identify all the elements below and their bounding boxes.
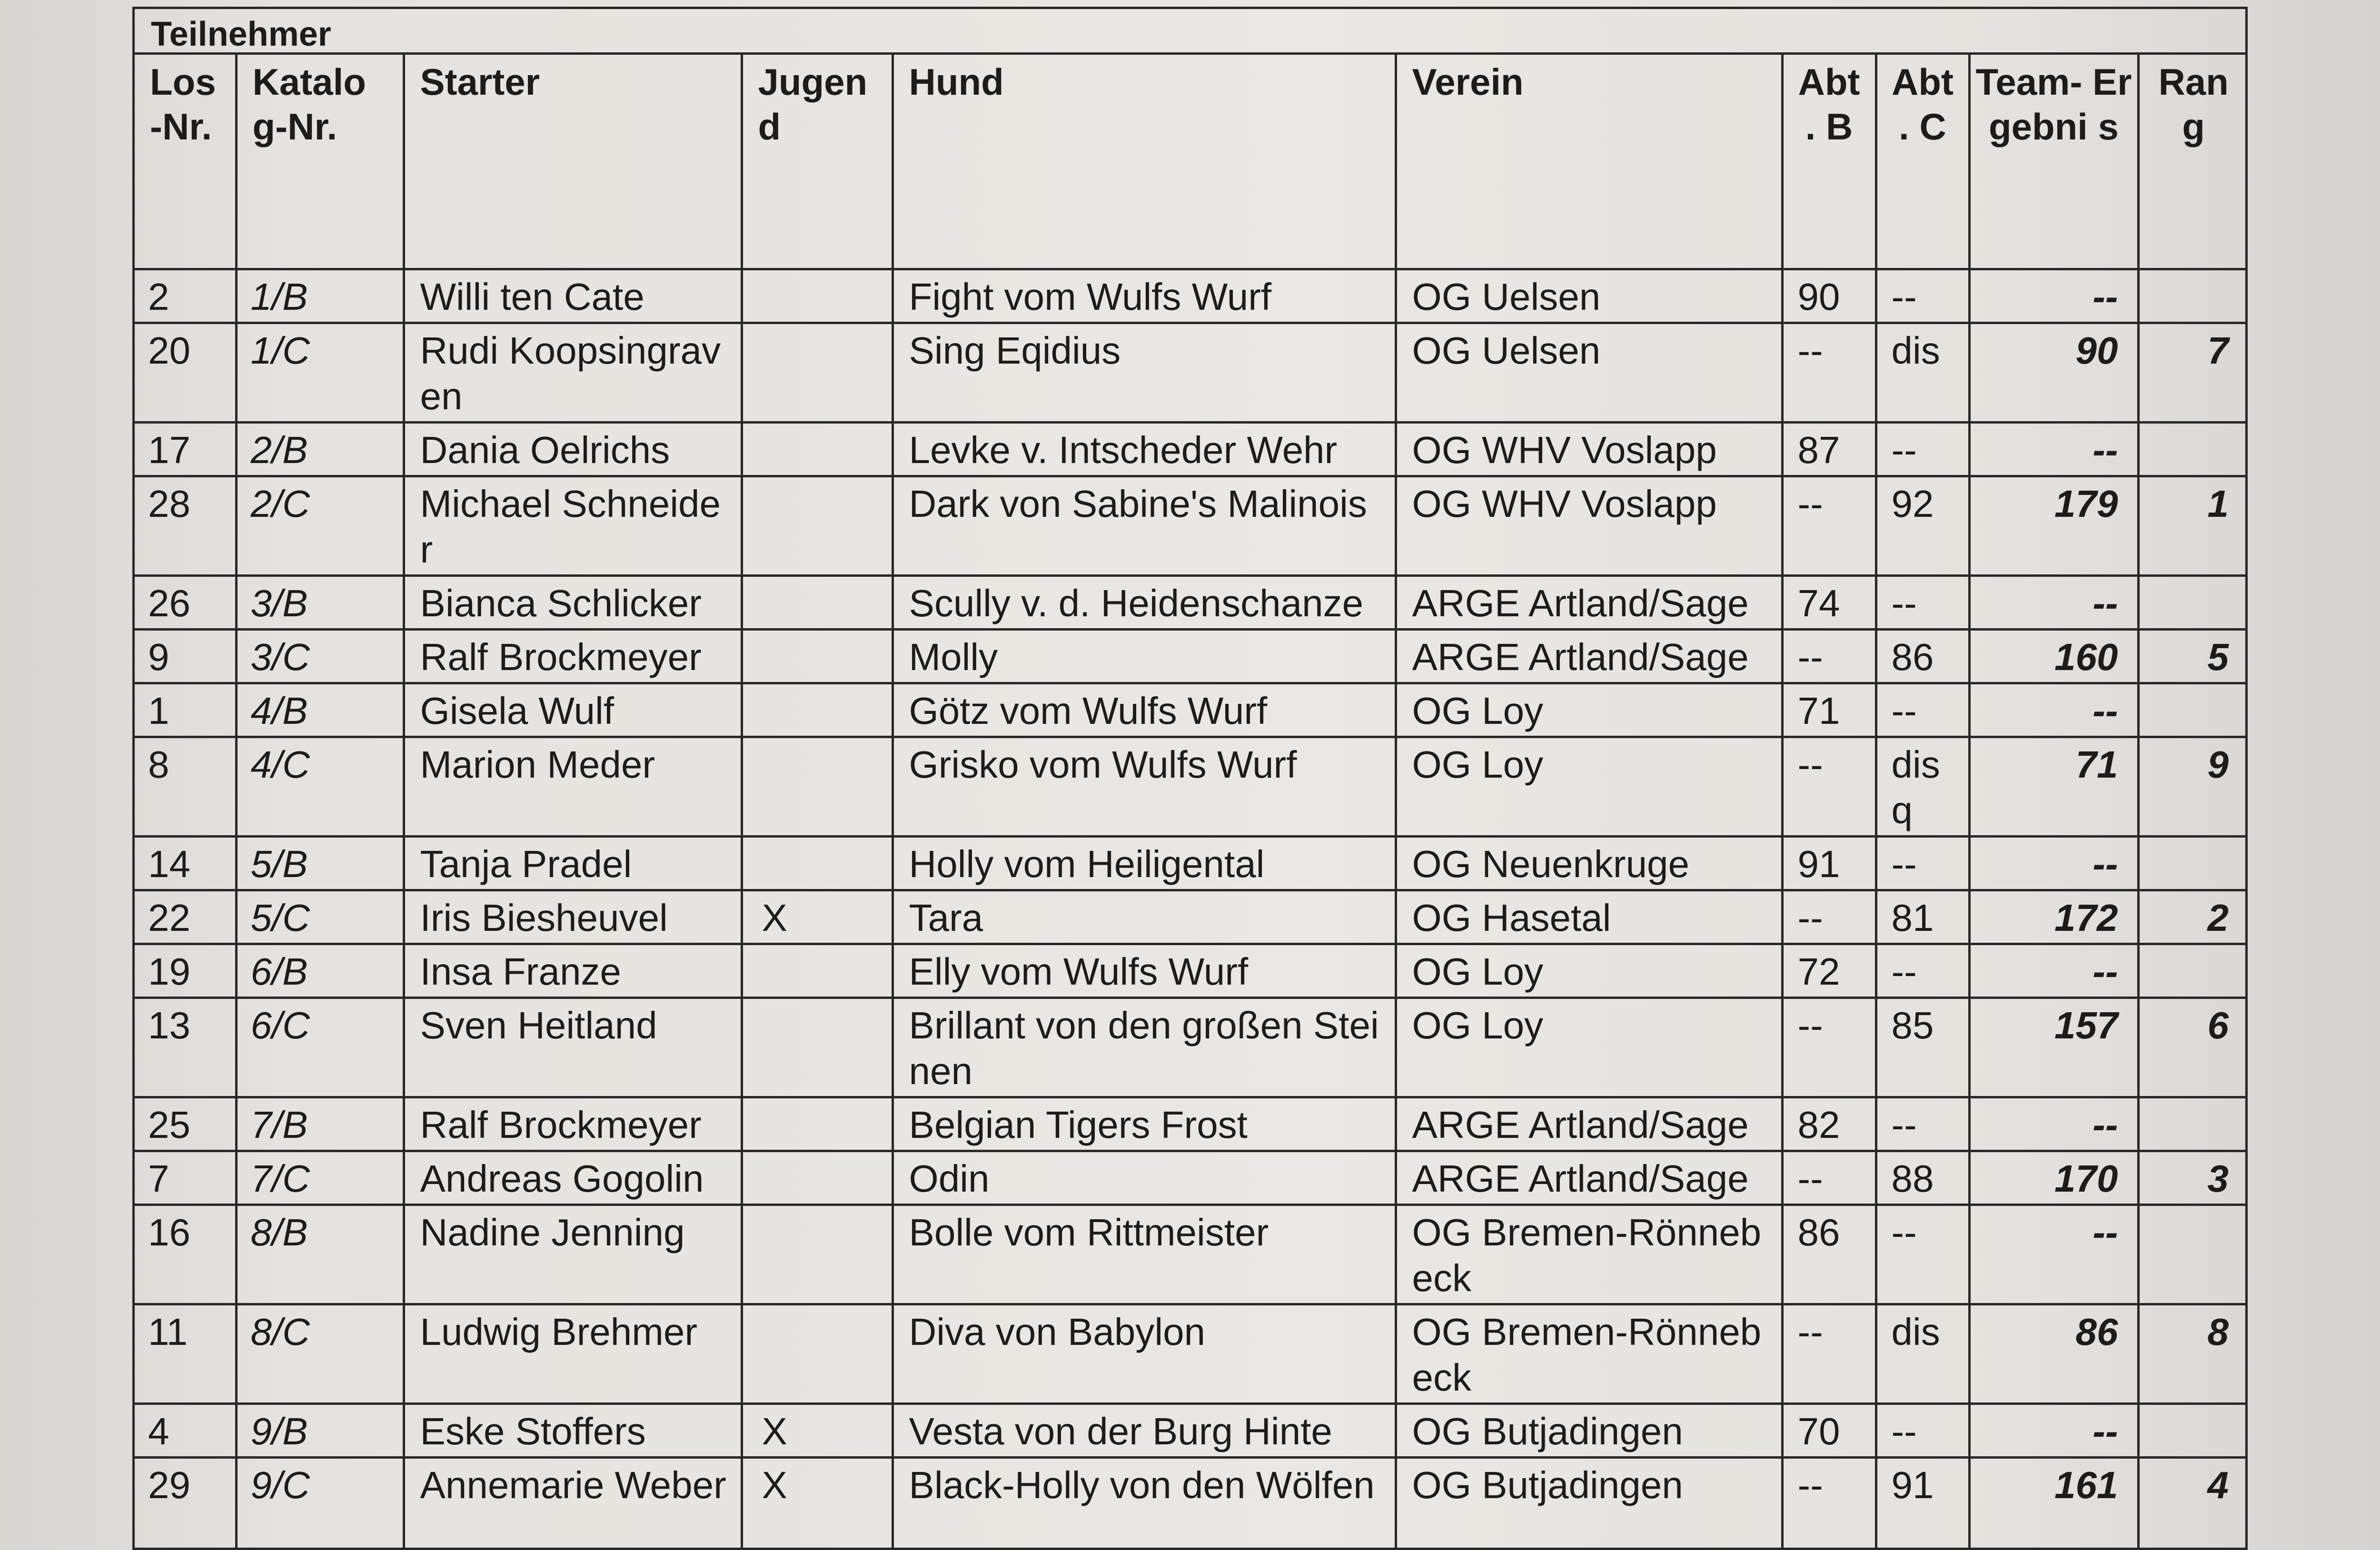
cell-abt-b: 86 xyxy=(1782,1204,1876,1304)
cell-jugend xyxy=(742,836,892,890)
cell-jugend xyxy=(742,737,892,836)
cell-abt-c: -- xyxy=(1876,422,1969,476)
cell-jugend xyxy=(742,629,892,683)
cell-verein: OG WHV Voslapp xyxy=(1396,476,1782,575)
cell-verein: OG Uelsen xyxy=(1396,323,1782,422)
cell-jugend xyxy=(742,1097,892,1151)
cell-abt-c: -- xyxy=(1876,269,1969,323)
cell-jugend xyxy=(742,422,892,476)
cell-los-nr: 17 xyxy=(135,422,236,476)
cell-los-nr: 13 xyxy=(135,997,236,1097)
cell-starter: Bianca Schlicker xyxy=(404,575,742,629)
cell-starter: Tanja Pradel xyxy=(404,836,742,890)
table-row xyxy=(135,737,2248,836)
table-row xyxy=(135,997,2248,1097)
table-row xyxy=(135,269,2248,323)
header-row xyxy=(135,55,2248,269)
cell-rang xyxy=(2138,269,2248,323)
participants-table xyxy=(135,55,2248,1548)
cell-los-nr: 11 xyxy=(135,1304,236,1403)
cell-abt-c: dis q xyxy=(1876,737,1969,836)
table-row xyxy=(135,1204,2248,1304)
cell-rang xyxy=(2138,1403,2248,1457)
cell-abt-c: dis xyxy=(1876,1304,1969,1403)
cell-starter: Andreas Gogolin xyxy=(404,1151,742,1204)
cell-team-ergebnis: 160 xyxy=(1969,629,2138,683)
cell-katalog-nr: 1/B xyxy=(236,269,404,323)
cell-verein: OG Loy xyxy=(1396,683,1782,737)
cell-team-ergebnis: -- xyxy=(1969,1403,2138,1457)
cell-hund: Vesta von der Burg Hinte xyxy=(892,1403,1396,1457)
cell-abt-c: 86 xyxy=(1876,629,1969,683)
cell-abt-b: -- xyxy=(1782,476,1876,575)
cell-katalog-nr: 3/B xyxy=(236,575,404,629)
cell-starter: Ralf Brockmeyer xyxy=(404,629,742,683)
cell-jugend xyxy=(742,269,892,323)
cell-los-nr: 19 xyxy=(135,944,236,997)
cell-abt-b: -- xyxy=(1782,1457,1876,1548)
cell-jugend xyxy=(742,1204,892,1304)
cell-verein: OG Uelsen xyxy=(1396,269,1782,323)
cell-los-nr: 1 xyxy=(135,683,236,737)
cell-abt-c: -- xyxy=(1876,1097,1969,1151)
cell-hund: Sing Eqidius xyxy=(892,323,1396,422)
header-hund: Hund xyxy=(892,55,1396,269)
cell-rang: 6 xyxy=(2138,997,2248,1097)
cell-starter: Eske Stoffers xyxy=(404,1403,742,1457)
header-abt-c: Abt . C xyxy=(1876,55,1969,269)
cell-los-nr: 9 xyxy=(135,629,236,683)
cell-starter: Insa Franze xyxy=(404,944,742,997)
cell-abt-c: -- xyxy=(1876,1403,1969,1457)
cell-verein: OG WHV Voslapp xyxy=(1396,422,1782,476)
cell-katalog-nr: 5/C xyxy=(236,890,404,944)
cell-team-ergebnis: -- xyxy=(1969,944,2138,997)
cell-los-nr: 20 xyxy=(135,323,236,422)
cell-rang: 7 xyxy=(2138,323,2248,422)
cell-hund: Dark von Sabine's Malinois xyxy=(892,476,1396,575)
header-rang: Ran g xyxy=(2138,55,2248,269)
cell-starter: Sven Heitland xyxy=(404,997,742,1097)
header-starter: Starter xyxy=(404,55,742,269)
cell-jugend xyxy=(742,683,892,737)
cell-starter: Dania Oelrichs xyxy=(404,422,742,476)
cell-los-nr: 25 xyxy=(135,1097,236,1151)
cell-jugend: X xyxy=(742,1403,892,1457)
table-row xyxy=(135,1304,2248,1403)
cell-hund: Grisko vom Wulfs Wurf xyxy=(892,737,1396,836)
cell-verein: OG Loy xyxy=(1396,737,1782,836)
table-title: Teilnehmer xyxy=(135,9,2245,55)
cell-hund: Levke v. Intscheder Wehr xyxy=(892,422,1396,476)
cell-team-ergebnis: -- xyxy=(1969,683,2138,737)
cell-jugend: X xyxy=(742,890,892,944)
cell-los-nr: 29 xyxy=(135,1457,236,1548)
cell-abt-b: 70 xyxy=(1782,1403,1876,1457)
cell-katalog-nr: 7/C xyxy=(236,1151,404,1204)
cell-abt-c: -- xyxy=(1876,683,1969,737)
cell-katalog-nr: 5/B xyxy=(236,836,404,890)
cell-hund: Elly vom Wulfs Wurf xyxy=(892,944,1396,997)
cell-los-nr: 14 xyxy=(135,836,236,890)
cell-hund: Scully v. d. Heidenschanze xyxy=(892,575,1396,629)
header-verein: Verein xyxy=(1396,55,1782,269)
table-row xyxy=(135,575,2248,629)
cell-abt-b: -- xyxy=(1782,997,1876,1097)
cell-hund: Holly vom Heiligental xyxy=(892,836,1396,890)
cell-katalog-nr: 2/B xyxy=(236,422,404,476)
cell-starter: Rudi Koopsingraven xyxy=(404,323,742,422)
cell-abt-b: -- xyxy=(1782,1304,1876,1403)
cell-verein: ARGE Artland/Sage xyxy=(1396,629,1782,683)
cell-jugend xyxy=(742,476,892,575)
cell-rang xyxy=(2138,422,2248,476)
cell-katalog-nr: 9/C xyxy=(236,1457,404,1548)
cell-hund: Molly xyxy=(892,629,1396,683)
cell-hund: Brillant von den großen Steinen xyxy=(892,997,1396,1097)
cell-verein: OG Neuenkruge xyxy=(1396,836,1782,890)
cell-abt-b: 87 xyxy=(1782,422,1876,476)
cell-hund: Fight vom Wulfs Wurf xyxy=(892,269,1396,323)
cell-abt-c: 91 xyxy=(1876,1457,1969,1548)
cell-team-ergebnis: -- xyxy=(1969,422,2138,476)
cell-abt-c: 88 xyxy=(1876,1151,1969,1204)
cell-abt-c: -- xyxy=(1876,836,1969,890)
cell-team-ergebnis: 71 xyxy=(1969,737,2138,836)
cell-abt-c: 92 xyxy=(1876,476,1969,575)
header-katalog-nr: Katalo g-Nr. xyxy=(236,55,404,269)
cell-hund: Black-Holly von den Wölfen xyxy=(892,1457,1396,1548)
cell-starter: Annemarie Weber xyxy=(404,1457,742,1548)
cell-verein: OG Loy xyxy=(1396,944,1782,997)
cell-jugend xyxy=(742,323,892,422)
cell-starter: Gisela Wulf xyxy=(404,683,742,737)
cell-verein: ARGE Artland/Sage xyxy=(1396,575,1782,629)
header-los-nr: Los -Nr. xyxy=(135,55,236,269)
cell-verein: OG Butjadingen xyxy=(1396,1457,1782,1548)
cell-starter: Ludwig Brehmer xyxy=(404,1304,742,1403)
cell-rang: 9 xyxy=(2138,737,2248,836)
cell-team-ergebnis: 170 xyxy=(1969,1151,2138,1204)
cell-team-ergebnis: 179 xyxy=(1969,476,2138,575)
cell-abt-b: 72 xyxy=(1782,944,1876,997)
cell-katalog-nr: 6/C xyxy=(236,997,404,1097)
cell-abt-b: -- xyxy=(1782,890,1876,944)
cell-verein: OG Bremen-Rönnebeck xyxy=(1396,1304,1782,1403)
table-row xyxy=(135,683,2248,737)
cell-verein: OG Butjadingen xyxy=(1396,1403,1782,1457)
cell-los-nr: 28 xyxy=(135,476,236,575)
table-row xyxy=(135,1151,2248,1204)
table-row xyxy=(135,944,2248,997)
cell-rang: 1 xyxy=(2138,476,2248,575)
cell-jugend xyxy=(742,1151,892,1204)
cell-abt-c: 85 xyxy=(1876,997,1969,1097)
cell-abt-b: -- xyxy=(1782,737,1876,836)
cell-katalog-nr: 7/B xyxy=(236,1097,404,1151)
cell-rang: 2 xyxy=(2138,890,2248,944)
cell-los-nr: 4 xyxy=(135,1403,236,1457)
cell-rang: 3 xyxy=(2138,1151,2248,1204)
table-row xyxy=(135,1097,2248,1151)
cell-hund: Diva von Babylon xyxy=(892,1304,1396,1403)
cell-jugend xyxy=(742,1304,892,1403)
cell-hund: Belgian Tigers Frost xyxy=(892,1097,1396,1151)
cell-rang xyxy=(2138,944,2248,997)
cell-hund: Tara xyxy=(892,890,1396,944)
cell-verein: OG Loy xyxy=(1396,997,1782,1097)
cell-los-nr: 2 xyxy=(135,269,236,323)
table-row xyxy=(135,476,2248,575)
cell-abt-b: 90 xyxy=(1782,269,1876,323)
cell-starter: Michael Schneider xyxy=(404,476,742,575)
cell-team-ergebnis: 161 xyxy=(1969,1457,2138,1548)
cell-rang xyxy=(2138,836,2248,890)
header-abt-b: Abt . B xyxy=(1782,55,1876,269)
cell-abt-c: -- xyxy=(1876,575,1969,629)
results-table xyxy=(132,7,2248,1550)
cell-team-ergebnis: -- xyxy=(1969,836,2138,890)
table-row xyxy=(135,323,2248,422)
cell-rang: 5 xyxy=(2138,629,2248,683)
table-row xyxy=(135,890,2248,944)
cell-team-ergebnis: 172 xyxy=(1969,890,2138,944)
cell-starter: Willi ten Cate xyxy=(404,269,742,323)
cell-rang xyxy=(2138,1097,2248,1151)
cell-rang xyxy=(2138,683,2248,737)
cell-abt-b: 82 xyxy=(1782,1097,1876,1151)
cell-rang xyxy=(2138,1204,2248,1304)
cell-los-nr: 7 xyxy=(135,1151,236,1204)
cell-katalog-nr: 1/C xyxy=(236,323,404,422)
cell-abt-c: -- xyxy=(1876,944,1969,997)
cell-jugend xyxy=(742,944,892,997)
cell-rang: 8 xyxy=(2138,1304,2248,1403)
header-jugend: Jugen d xyxy=(742,55,892,269)
table-row xyxy=(135,1457,2248,1548)
cell-katalog-nr: 4/B xyxy=(236,683,404,737)
cell-katalog-nr: 8/C xyxy=(236,1304,404,1403)
cell-katalog-nr: 2/C xyxy=(236,476,404,575)
cell-verein: ARGE Artland/Sage xyxy=(1396,1097,1782,1151)
cell-verein: ARGE Artland/Sage xyxy=(1396,1151,1782,1204)
cell-katalog-nr: 3/C xyxy=(236,629,404,683)
cell-team-ergebnis: -- xyxy=(1969,1097,2138,1151)
cell-team-ergebnis: -- xyxy=(1969,1204,2138,1304)
table-row xyxy=(135,1403,2248,1457)
cell-team-ergebnis: 90 xyxy=(1969,323,2138,422)
cell-jugend xyxy=(742,997,892,1097)
cell-rang: 4 xyxy=(2138,1457,2248,1548)
cell-jugend: X xyxy=(742,1457,892,1548)
cell-starter: Iris Biesheuvel xyxy=(404,890,742,944)
cell-verein: OG Hasetal xyxy=(1396,890,1782,944)
cell-verein: OG Bremen-Rönnebeck xyxy=(1396,1204,1782,1304)
cell-jugend xyxy=(742,575,892,629)
table-row xyxy=(135,629,2248,683)
cell-rang xyxy=(2138,575,2248,629)
cell-hund: Götz vom Wulfs Wurf xyxy=(892,683,1396,737)
cell-katalog-nr: 4/C xyxy=(236,737,404,836)
cell-katalog-nr: 9/B xyxy=(236,1403,404,1457)
cell-starter: Marion Meder xyxy=(404,737,742,836)
cell-abt-b: 91 xyxy=(1782,836,1876,890)
cell-abt-c: -- xyxy=(1876,1204,1969,1304)
cell-starter: Nadine Jenning xyxy=(404,1204,742,1304)
header-team-ergebnis: Team- Ergebni s xyxy=(1969,55,2138,269)
cell-los-nr: 16 xyxy=(135,1204,236,1304)
table-row xyxy=(135,422,2248,476)
cell-abt-b: 74 xyxy=(1782,575,1876,629)
cell-abt-b: -- xyxy=(1782,629,1876,683)
cell-abt-b: -- xyxy=(1782,1151,1876,1204)
cell-katalog-nr: 6/B xyxy=(236,944,404,997)
cell-abt-c: dis xyxy=(1876,323,1969,422)
cell-team-ergebnis: 157 xyxy=(1969,997,2138,1097)
cell-abt-b: 71 xyxy=(1782,683,1876,737)
cell-abt-b: -- xyxy=(1782,323,1876,422)
cell-los-nr: 26 xyxy=(135,575,236,629)
cell-hund: Odin xyxy=(892,1151,1396,1204)
cell-los-nr: 8 xyxy=(135,737,236,836)
table-row xyxy=(135,836,2248,890)
cell-los-nr: 22 xyxy=(135,890,236,944)
cell-abt-c: 81 xyxy=(1876,890,1969,944)
cell-starter: Ralf Brockmeyer xyxy=(404,1097,742,1151)
cell-katalog-nr: 8/B xyxy=(236,1204,404,1304)
cell-team-ergebnis: -- xyxy=(1969,575,2138,629)
cell-team-ergebnis: 86 xyxy=(1969,1304,2138,1403)
cell-hund: Bolle vom Rittmeister xyxy=(892,1204,1396,1304)
cell-team-ergebnis: -- xyxy=(1969,269,2138,323)
